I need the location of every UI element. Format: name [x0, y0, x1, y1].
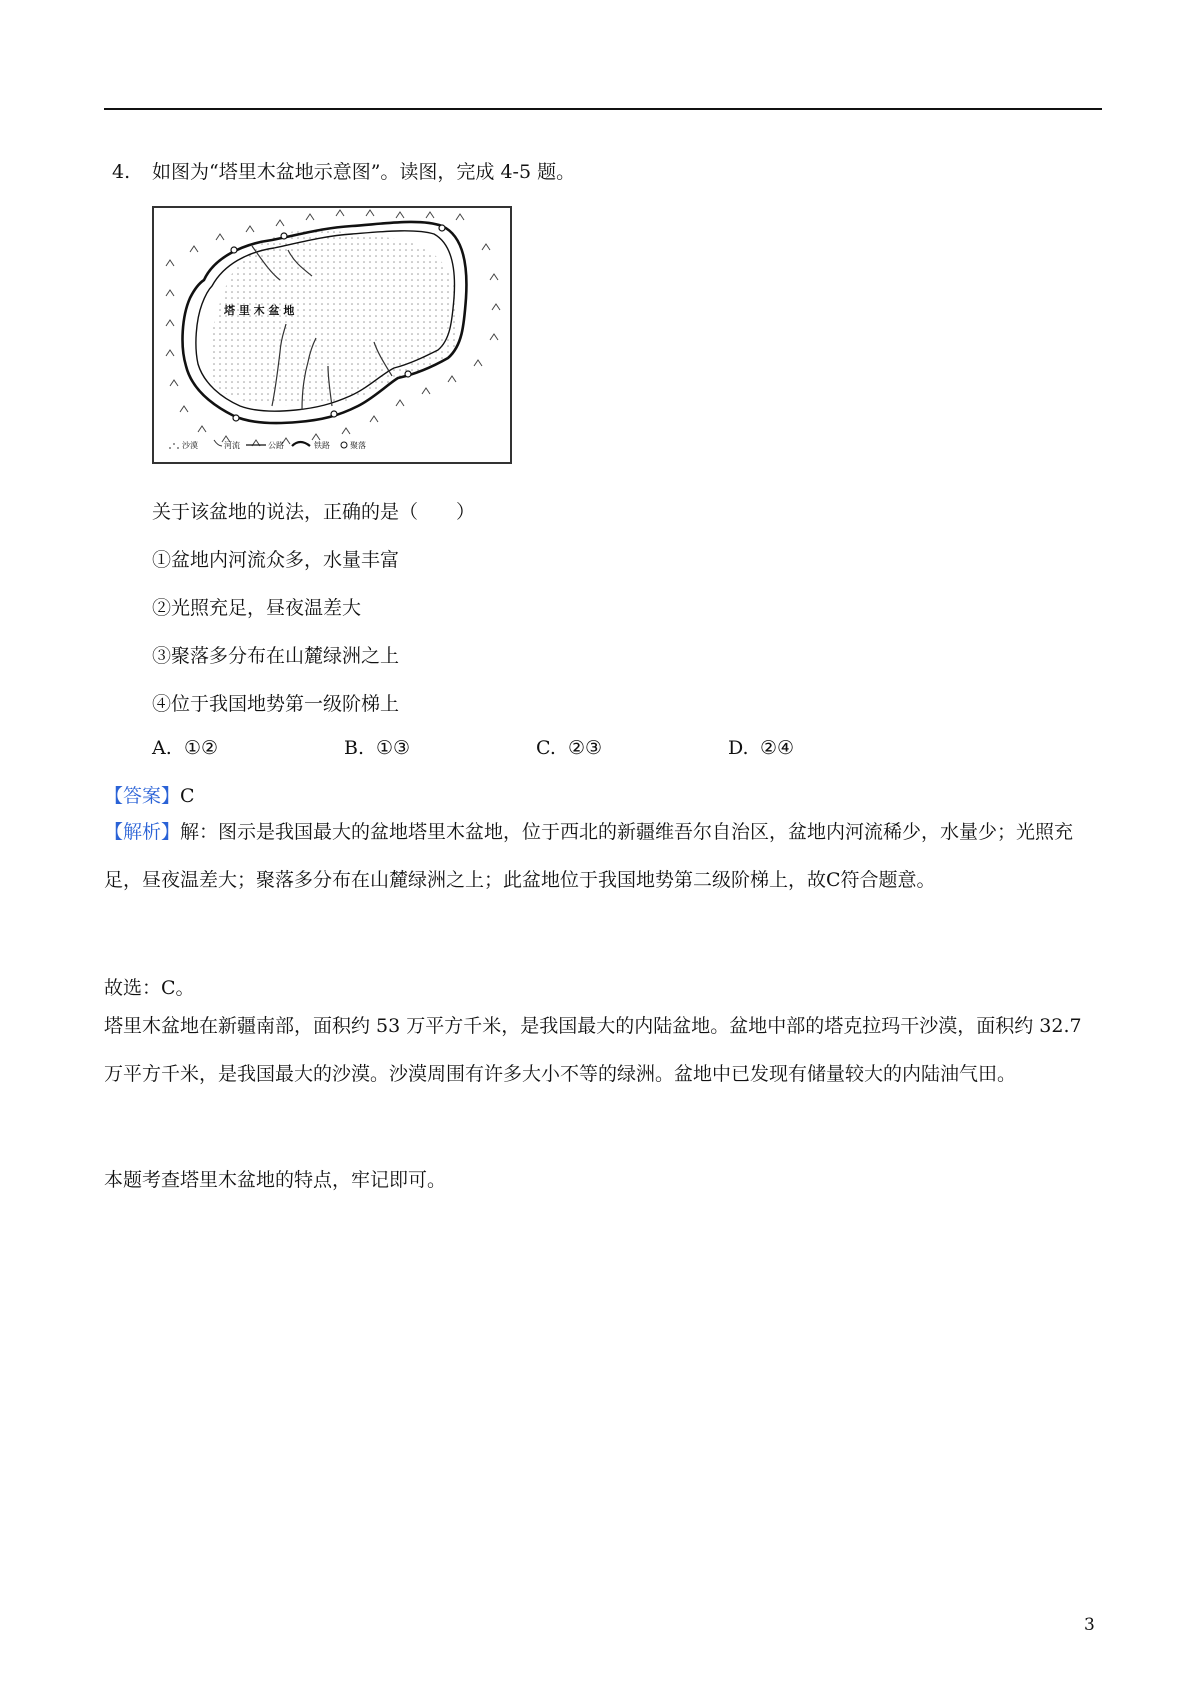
legend-desert: 沙漠 [182, 441, 198, 450]
analysis-paragraph [104, 808, 1100, 904]
statement-3: ③聚落多分布在山麓绿洲之上 [152, 645, 400, 667]
header-rule [104, 108, 1102, 110]
option-d-text: ②④ [760, 737, 795, 759]
option-a-text: ①② [184, 737, 219, 759]
answer-tag: 【答案】 [104, 785, 181, 807]
option-b-label: B. [344, 737, 365, 759]
tarim-basin-map [152, 206, 512, 464]
question-prompt: 如图为“塔里木盆地示意图”。读图，完成 4-5 题。 [152, 161, 576, 183]
analysis-tag: 【解析】 [104, 821, 181, 843]
option-c-label: C. [536, 737, 556, 759]
option-d-label: D. [728, 737, 749, 759]
statement-2: ②光照充足，昼夜温差大 [152, 597, 362, 619]
analysis-extra: 塔里木盆地在新疆南部，面积约 53 万平方千米，是我国最大的内陆盆地。盆地中部的塔克拉玛干沙漠，面积约 32.7 万平方千米，是我国最大的沙漠。沙漠周围有许多大小不等的绿洲。盆地中已发现有储量较大的内陆油气田。 [104, 1015, 1082, 1085]
legend-railway: 铁路 [314, 441, 330, 450]
option-a-label: A. [152, 737, 172, 759]
legend-road: 公路 [268, 441, 284, 450]
question-stem: 关于该盆地的说法，正确的是（ ） [152, 501, 476, 523]
basin-label: 塔 里 木 盆 地 [224, 304, 295, 317]
answer-value: C [180, 785, 195, 807]
option-b-text: ①③ [376, 737, 411, 759]
analysis-choice: 故选：C。 [104, 977, 195, 999]
option-c-text: ②③ [568, 737, 603, 759]
analysis-text: 解：图示是我国最大的盆地塔里木盆地，位于西北的新疆维吾尔自治区，盆地内河流稀少，水量少；光照充足，昼夜温差大；聚落多分布在山麓绿洲之上；此盆地位于我国地势第二级阶梯上，故C符合题意。 [104, 821, 1074, 891]
analysis-conclusion: 本题考查塔里木盆地的特点，牢记即可。 [104, 1169, 447, 1191]
legend-river: 河流 [224, 441, 240, 450]
statement-4: ④位于我国地势第一级阶梯上 [152, 693, 400, 715]
question-number: 4. [112, 161, 131, 183]
legend-settlement: 聚落 [350, 441, 366, 450]
page-number: 3 [1084, 1615, 1095, 1635]
statement-1: ①盆地内河流众多，水量丰富 [152, 549, 400, 571]
answer-line [104, 784, 195, 808]
